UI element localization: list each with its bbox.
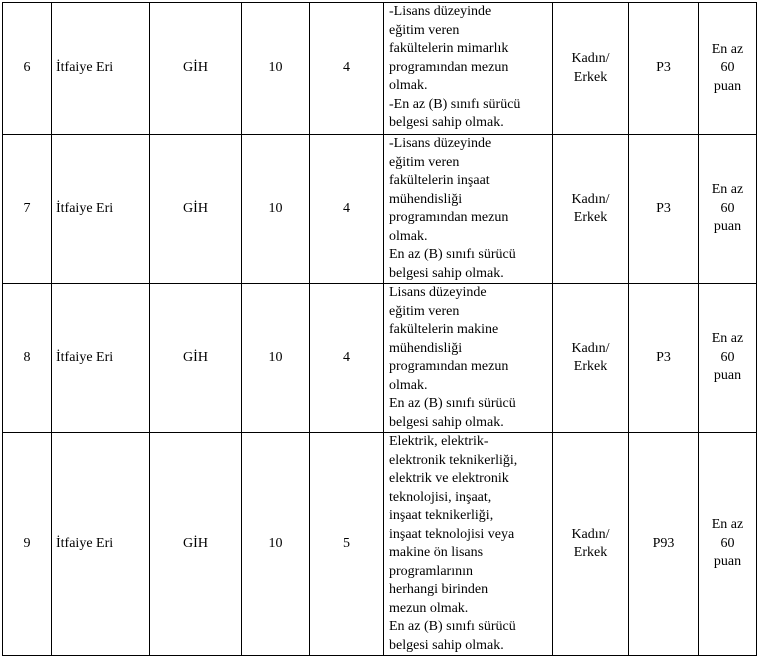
class-cell: GİH <box>150 135 242 284</box>
min-score-cell-line: En az <box>711 41 744 57</box>
qualification-cell-line: En az (B) sınıfı sürücü <box>389 619 516 634</box>
row-number-cell: 6 <box>3 3 52 135</box>
qualification-cell-line: programından mezun <box>389 210 509 225</box>
staff-count-cell: 4 <box>310 284 384 433</box>
title-cell: İtfaiye Eri <box>52 284 150 433</box>
grade-cell: 10 <box>242 135 310 284</box>
gender-cell-line: Kadın/ <box>571 526 610 542</box>
qualification-cell-line: inşaat teknolojisi veya <box>389 526 515 542</box>
qualification-cell-line: programlarının <box>389 563 473 579</box>
title-cell: İtfaiye Eri <box>52 3 150 135</box>
table-row <box>3 284 757 433</box>
qualification-cell-line: olmak. <box>389 228 428 244</box>
min-score-cell-line: puan <box>713 554 742 570</box>
min-score-cell <box>699 284 757 433</box>
qualification-cell-line: belgesi sahip olmak. <box>389 115 504 130</box>
min-score-cell-line: puan <box>713 219 742 235</box>
row-number-cell: 7 <box>3 135 52 284</box>
qualification-cell-line: Lisans düzeyinde <box>389 285 487 300</box>
min-score-cell <box>699 3 757 135</box>
gender-cell <box>553 284 629 433</box>
row-number-cell: 9 <box>3 433 52 656</box>
staff-count-cell: 4 <box>310 135 384 284</box>
gender-cell-line: Erkek <box>573 359 608 374</box>
table-body <box>3 3 757 656</box>
min-score-cell <box>699 433 757 656</box>
gender-cell-line: Kadın/ <box>571 340 610 356</box>
title-cell: İtfaiye Eri <box>52 433 150 656</box>
qualification-cell-line: belgesi sahip olmak. <box>389 637 504 653</box>
grade-cell: 10 <box>242 3 310 135</box>
grade-cell: 10 <box>242 433 310 656</box>
qualification-cell <box>384 284 553 433</box>
qualification-cell-line: Elektrik, elektrik- <box>389 434 489 449</box>
qualification-cell-line: makine ön lisans <box>389 545 484 560</box>
gender-cell-line: Erkek <box>573 210 608 225</box>
qualification-cell-line: belgesi sahip olmak. <box>389 265 504 281</box>
qualification-cell-line: fakültelerin mimarlık <box>389 41 509 56</box>
positions-table <box>2 2 757 656</box>
gender-cell-line: Kadın/ <box>571 51 610 66</box>
staff-count-cell: 4 <box>310 3 384 135</box>
gender-cell-line: Erkek <box>573 545 608 560</box>
qualification-cell-line: -Lisans düzeyinde <box>389 4 492 19</box>
gender-cell-line: Erkek <box>573 69 608 85</box>
qualification-cell-line: elektrik ve elektronik <box>389 471 509 486</box>
qualification-cell-line: herhangi birinden <box>389 582 489 597</box>
qualification-cell <box>384 135 553 284</box>
class-cell: GİH <box>150 3 242 135</box>
class-cell: GİH <box>150 284 242 433</box>
min-score-cell-line: puan <box>713 368 742 384</box>
title-cell: İtfaiye Eri <box>52 135 150 284</box>
min-score-cell-line: En az <box>711 517 744 533</box>
gender-cell <box>553 135 629 284</box>
qualification-cell-line: mühendisliği <box>389 340 463 356</box>
qualification-cell-line: programından mezun <box>389 59 509 75</box>
gender-cell <box>553 3 629 135</box>
min-score-cell-line: 60 <box>720 60 735 76</box>
min-score-cell-line: 60 <box>720 349 735 365</box>
qualification-cell-line: mühendisliği <box>389 191 463 207</box>
class-cell: GİH <box>150 433 242 656</box>
qualification-cell <box>384 3 553 135</box>
table-row <box>3 3 757 135</box>
qualification-cell-line: fakültelerin makine <box>389 322 499 337</box>
gender-cell <box>553 433 629 656</box>
qualification-cell-line: eğitim veren <box>389 303 460 319</box>
qualification-cell-line: olmak. <box>389 78 428 93</box>
min-score-cell-line: 60 <box>720 535 735 551</box>
table-row <box>3 433 757 656</box>
qualification-cell-line: eğitim veren <box>389 154 460 170</box>
qualification-cell-line: belgesi sahip olmak. <box>389 414 504 430</box>
qualification-cell-line: eğitim veren <box>389 22 460 38</box>
qualification-cell-line: En az (B) sınıfı sürücü <box>389 396 516 411</box>
qualification-cell-line: inşaat teknikerliği, <box>389 508 494 523</box>
staff-count-cell: 5 <box>310 433 384 656</box>
score-type-cell: P3 <box>629 3 699 135</box>
qualification-cell-line: En az (B) sınıfı sürücü <box>389 247 516 262</box>
gender-cell-line: Kadın/ <box>571 191 610 207</box>
min-score-cell-line: En az <box>711 182 744 198</box>
score-type-cell: P93 <box>629 433 699 656</box>
min-score-cell-line: puan <box>713 78 742 94</box>
grade-cell: 10 <box>242 284 310 433</box>
qualification-cell-line: teknolojisi, inşaat, <box>389 489 492 505</box>
min-score-cell <box>699 135 757 284</box>
qualification-cell-line: mezun olmak. <box>389 600 469 616</box>
qualification-cell <box>384 433 553 656</box>
min-score-cell-line: En az <box>711 331 744 347</box>
score-type-cell: P3 <box>629 284 699 433</box>
qualification-cell-line: -Lisans düzeyinde <box>389 136 492 151</box>
score-type-cell: P3 <box>629 135 699 284</box>
qualification-cell-line: -En az (B) sınıfı sürücü <box>389 96 521 112</box>
table-row <box>3 135 757 284</box>
qualification-cell-line: programından mezun <box>389 359 509 374</box>
qualification-cell-line: olmak. <box>389 377 428 393</box>
qualification-cell-line: fakültelerin inşaat <box>389 173 490 188</box>
row-number-cell: 8 <box>3 284 52 433</box>
min-score-cell-line: 60 <box>720 200 735 216</box>
qualification-cell-line: elektronik teknikerliği, <box>389 452 518 468</box>
